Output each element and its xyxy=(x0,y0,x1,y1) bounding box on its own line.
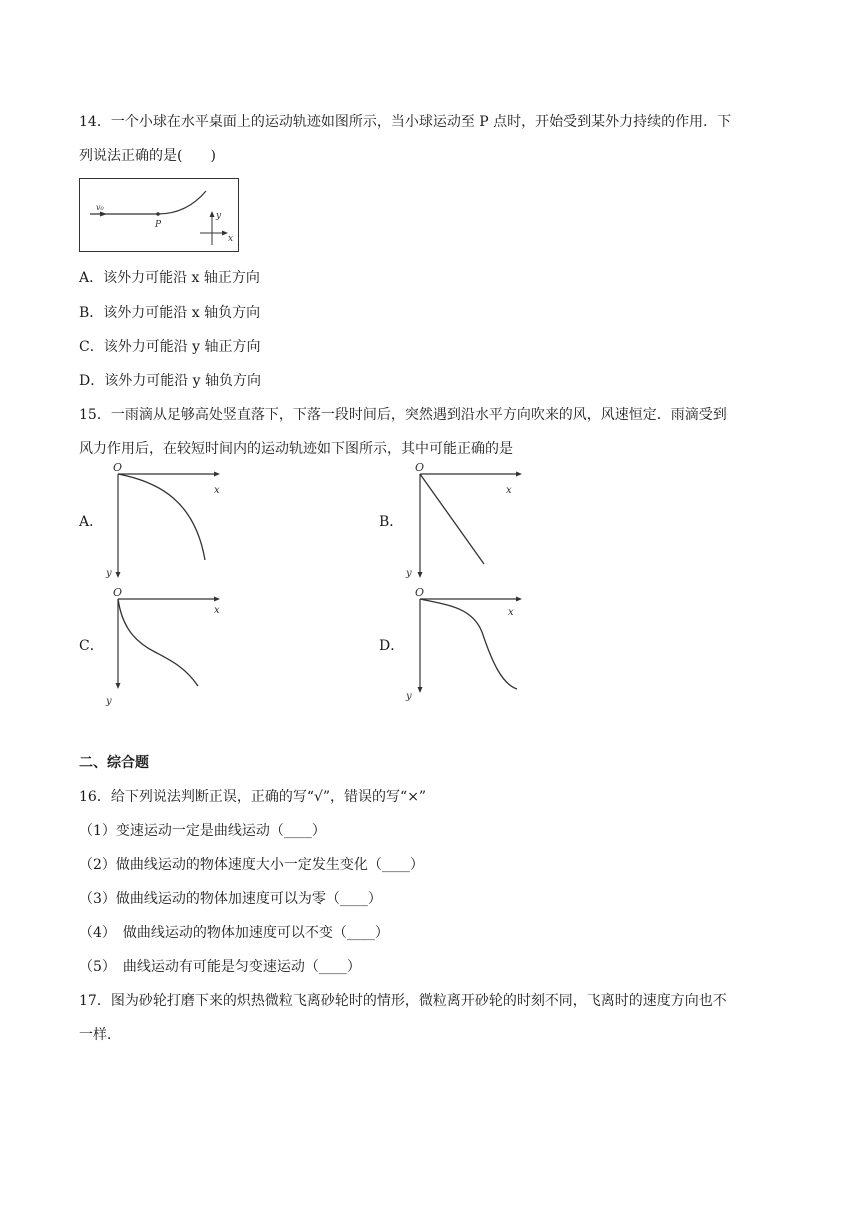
q16-item-4: （4） 做曲线运动的物体加速度可以不变（____） xyxy=(79,925,389,941)
q14-trajectory-diagram xyxy=(80,179,237,250)
q15-b-y-label: y xyxy=(406,568,412,579)
q14-option-b: B．该外力可能沿 x 轴负方向 xyxy=(79,305,261,321)
q15-b-trajectory xyxy=(420,474,484,564)
q14-y-axis-label: y xyxy=(216,211,222,221)
q15-stem-line1: 15．一雨滴从足够高处竖直落下，下落一段时间后，突然遇到沿水平方向吹来的风，风速恒定．雨滴受到 xyxy=(79,407,727,423)
q15-c-x-label: x xyxy=(214,605,220,616)
q14-option-c: C．该外力可能沿 y 轴正方向 xyxy=(79,339,261,355)
q15-c-origin: O xyxy=(113,587,123,599)
q16-item-3: （3）做曲线运动的物体加速度可以为零（____） xyxy=(79,891,382,907)
q14-stem-line1: 14．一个小球在水平桌面上的运动轨迹如图所示，当小球运动至 P 点时，开始受到某外力持续的作用．下 xyxy=(79,114,732,130)
q16-item-5: （5） 曲线运动有可能是匀变速运动（____） xyxy=(79,959,361,975)
q15-b-origin: O xyxy=(415,462,425,474)
q17-stem-line1: 17．图为砂轮打磨下来的炽热微粒飞离砂轮时的情形，微粒离开砂轮的时刻不同，飞离时的速度方向也不 xyxy=(79,993,727,1009)
q15-stem-line2: 风力作用后，在较短时间内的运动轨迹如下图所示，其中可能正确的是 xyxy=(79,441,513,457)
q14-option-d: D．该外力可能沿 y 轴负方向 xyxy=(79,373,262,389)
q15-a-trajectory xyxy=(118,474,205,560)
q15-graph-a xyxy=(100,462,230,582)
q15-d-y-label: y xyxy=(406,691,412,702)
q14-x-axis-label: x xyxy=(228,234,234,244)
q16-item-1: （1）变速运动一定是曲线运动（____） xyxy=(79,823,326,839)
q15-option-b-label: B． xyxy=(379,514,404,530)
q15-option-d-label: D． xyxy=(379,638,405,654)
q14-stem-line2: 列说法正确的是( ) xyxy=(79,148,216,164)
q15-a-x-label: x xyxy=(214,485,220,496)
q15-option-c-label: C． xyxy=(79,638,104,654)
q15-a-origin: O xyxy=(113,462,123,474)
q15-option-a-label: A． xyxy=(79,514,104,530)
q15-b-x-label: x xyxy=(506,485,512,496)
q14-point-p xyxy=(156,212,160,216)
q15-graph-d xyxy=(402,587,532,707)
section-2-title: 二、综合题 xyxy=(79,755,149,771)
q14-figure xyxy=(79,178,239,252)
q14-v0-label: v₀ xyxy=(96,203,104,212)
q15-graph-c xyxy=(100,587,230,707)
q15-d-origin: O xyxy=(415,587,425,599)
q16-stem: 16．给下列说法判断正误，正确的写“√”，错误的写“×” xyxy=(79,789,427,805)
q15-d-x-label: x xyxy=(508,607,514,618)
q16-item-2: （2）做曲线运动的物体速度大小一定发生变化（____） xyxy=(79,857,424,873)
q15-graph-b xyxy=(402,462,532,582)
q15-d-trajectory xyxy=(420,599,517,689)
q14-p-label: P xyxy=(155,220,162,230)
q14-option-a: A．该外力可能沿 x 轴正方向 xyxy=(79,270,260,286)
q17-stem-line2: 一样． xyxy=(79,1027,121,1043)
q15-c-y-label: y xyxy=(106,696,112,707)
q15-c-trajectory xyxy=(118,599,198,686)
q15-a-y-label: y xyxy=(106,568,112,579)
